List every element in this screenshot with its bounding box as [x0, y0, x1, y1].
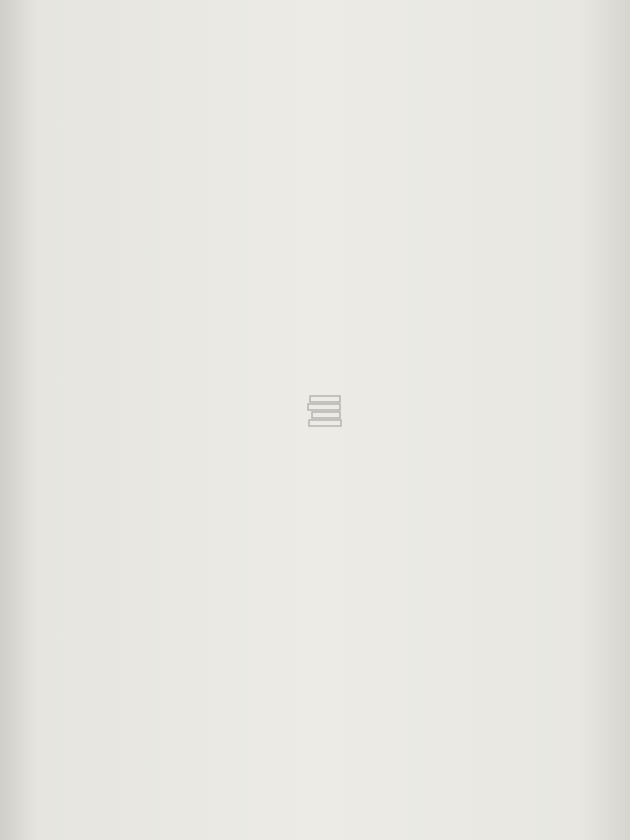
part-2-item6-page — [480, 664, 510, 677]
part-2-item6-line2 — [152, 651, 502, 664]
part-1-heading-page — [485, 318, 515, 331]
part-2-item6-line1 — [138, 638, 508, 651]
books-logo-icon — [306, 392, 346, 428]
antiquarian-watermark — [302, 386, 412, 434]
